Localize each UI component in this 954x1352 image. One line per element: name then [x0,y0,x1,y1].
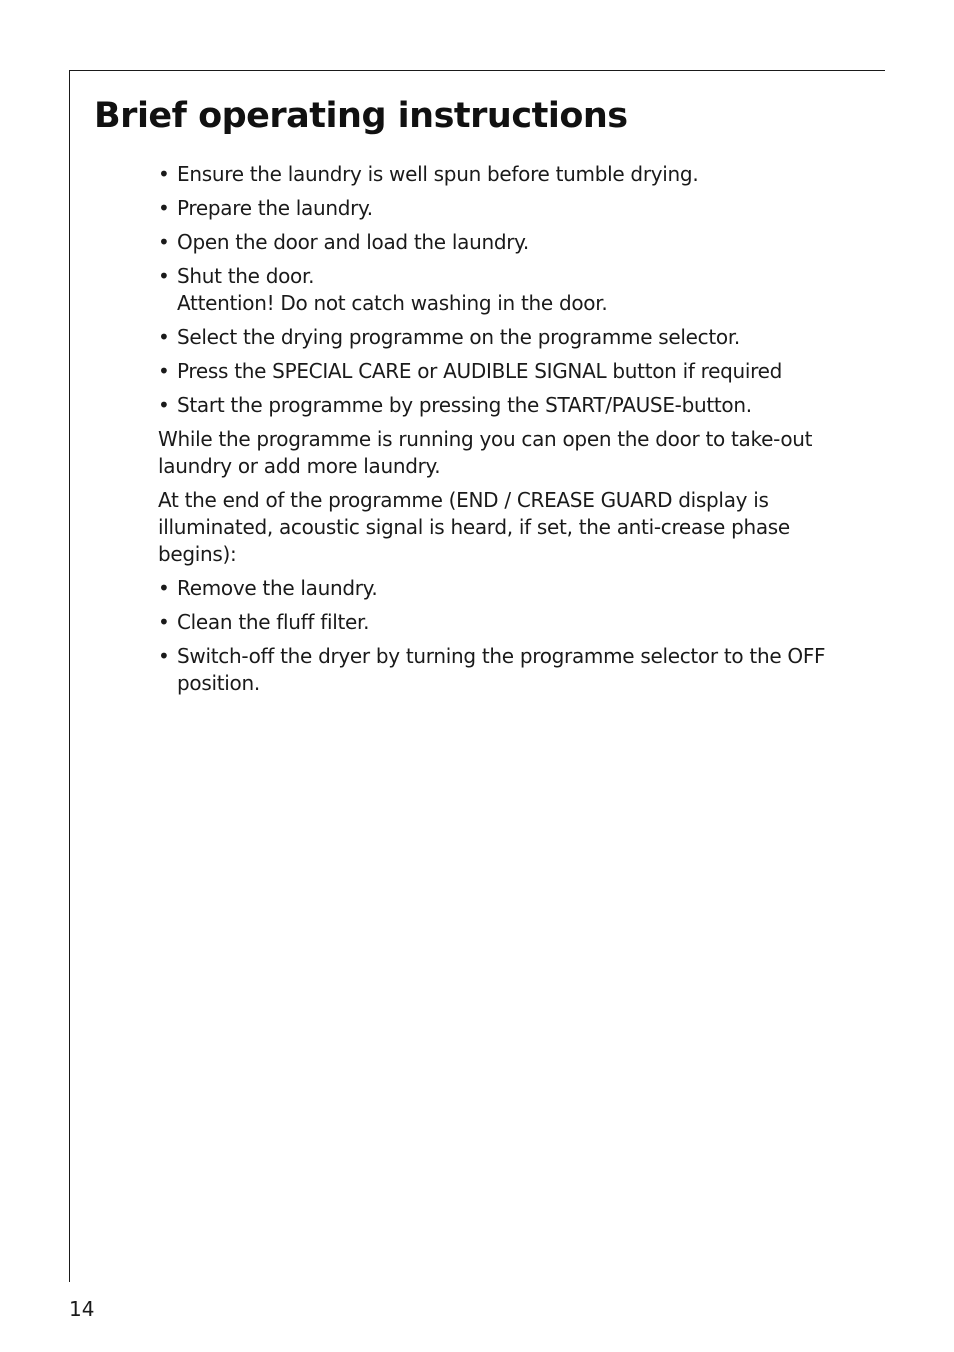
list-item [158,263,858,317]
steps-list-before [158,161,858,419]
list-item [158,358,858,385]
list-item-text: • Open the door and load the laundry. [177,230,529,254]
list-item-text: • Clean the fluff filter. [177,610,370,634]
running-paragraph: While the programme is running you can open the door to take-out laundry or add more laundry. [158,427,813,478]
list-item-text: • Ensure the laundry is well spun before tumble drying. [177,162,699,186]
list-item-text: • Remove the laundry. [177,576,378,600]
steps-list-after [158,575,858,697]
frame-top-rule [69,70,885,71]
page-title: Brief operating instructions [94,96,628,136]
page-number: 14 [69,1297,95,1321]
instructions-content [158,161,858,704]
list-item-text: • Select the drying programme on the programme selector. [177,325,740,349]
list-item [158,161,858,188]
list-item [158,643,858,697]
list-item [158,609,858,636]
list-item-text: • Start the programme by pressing the START/PAUSE-button. [177,393,752,417]
list-item [158,324,858,351]
list-item-text: • Prepare the laundry. [177,196,373,220]
list-item-text: • Press the SPECIAL CARE or AUDIBLE SIGNAL button if required [177,359,783,383]
list-item-text: • Shut the door. [177,264,315,288]
list-item [158,575,858,602]
list-item [158,229,858,256]
list-item [158,195,858,222]
end-of-programme-paragraph: At the end of the programme (END / CREASE GUARD display is illuminated, acoustic signal is heard, if set, the anti-crease phase begins): [158,488,790,566]
list-item [158,392,858,419]
frame-left-rule [69,70,70,1282]
list-item-text: • Switch-off the dryer by turning the programme selector to the OFF position. [177,644,826,695]
list-item-note: Attention! Do not catch washing in the door. [177,291,608,315]
